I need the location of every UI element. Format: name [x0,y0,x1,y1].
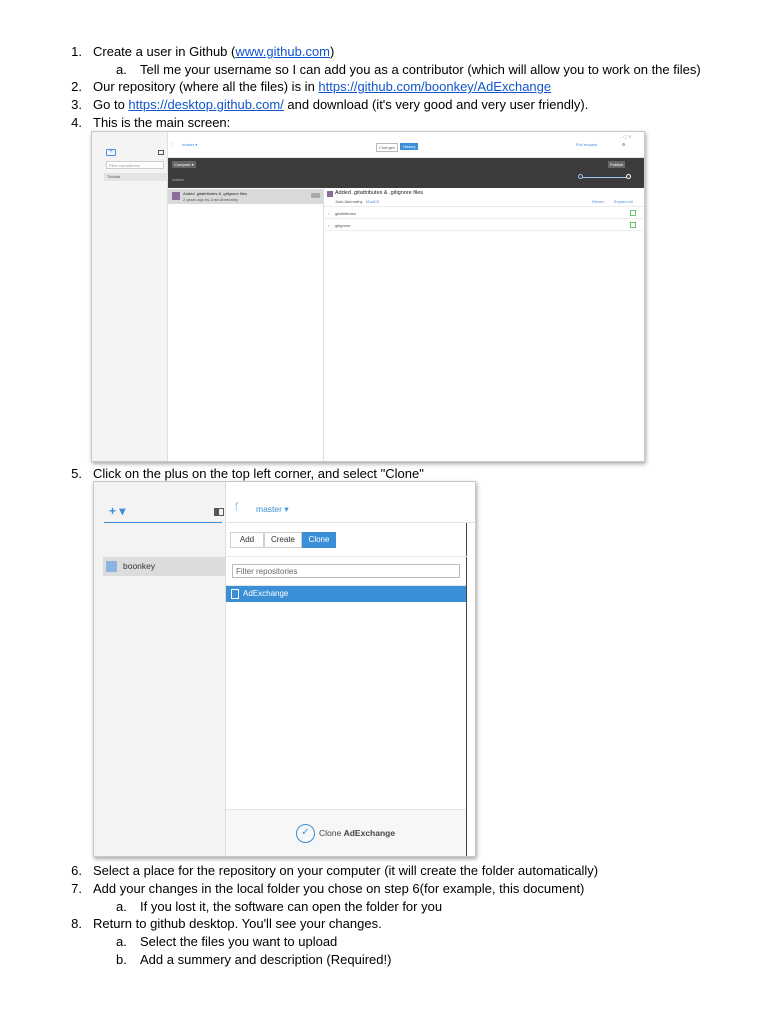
detail-author: Josh Abernathy [335,199,363,204]
file-name: .gitattributes [334,211,356,216]
main-screen-screenshot [91,131,645,462]
timeline-end-handle[interactable] [626,174,631,179]
compare-dropdown[interactable]: Compare ▾ [174,162,194,167]
commit-meta: 2 years ago by Josh Abernathy [183,197,238,202]
step-text [93,79,551,95]
step-text: Return to github desktop. You'll see your changes. [93,916,382,931]
github-link[interactable]: www.github.com [235,44,331,59]
step-letter: a. [116,62,127,77]
step-text: If you lost it, the software can open the folder for you [140,899,443,914]
step-number: 8. [71,916,82,931]
tab-create[interactable]: Create [264,532,302,548]
step-text: Add your changes in the local folder you chose on step 6(for example, this document) [93,881,585,896]
step-text-pre: Create a user in Github ( [93,44,236,59]
publish-button[interactable]: Publish [610,162,624,167]
timeline-start-handle[interactable] [578,174,583,179]
filter-placeholder: Filter repositories [236,567,298,576]
account-item-boonkey[interactable] [103,557,225,576]
avatar [327,191,333,197]
file-row[interactable] [324,220,644,231]
gear-icon[interactable]: ⚙ [622,142,626,147]
step-text-pre: Go to [93,97,129,112]
step-text [93,44,334,60]
tab-add[interactable]: Add [230,532,264,548]
step-number: 4. [71,115,82,130]
commit-row[interactable] [168,189,323,204]
step-letter: b. [116,952,127,967]
step-number: 6. [71,863,82,878]
branch-selector[interactable]: master ▾ [256,504,289,514]
step-letter: a. [116,899,127,914]
repository-item[interactable] [104,173,168,181]
changes-toggle[interactable]: Changes [376,143,398,152]
repository-item-label: Tutorial [107,174,121,179]
filter-repositories-input[interactable] [232,564,460,578]
repository-sidebar [92,132,168,462]
clone-footer [226,809,466,857]
file-row[interactable] [324,208,644,219]
toolbar [168,132,644,158]
clone-button-repo: AdExchange [343,828,396,838]
added-file-icon [630,210,636,216]
repository-sidebar [94,482,226,857]
compare-branch-label: master [172,177,185,182]
step-text: Select the files you want to upload [140,934,338,949]
avatar [172,192,180,200]
filter-placeholder: Filter repositories [109,163,140,168]
step-number: 7. [71,881,82,896]
clone-button-prefix: Clone [319,828,342,838]
step-text: Add a summery and description (Required!) [140,952,392,967]
pull-request-button[interactable]: Pull request [576,142,598,147]
repository-icon [231,589,239,599]
sidebar-toggle-icon[interactable] [158,150,164,155]
add-repository-icon[interactable]: + [106,149,116,156]
chevron-right-icon: › [328,211,330,216]
step-text-pre: Our repository (where all the files) is in [93,79,319,94]
repository-label: AdExchange [243,589,289,598]
branch-icon[interactable]: ᚴ [234,502,240,513]
checkmark-icon[interactable]: ✓ [296,824,315,843]
step-text-post: ) [330,44,335,59]
compare-bar [168,158,644,188]
repository-link[interactable]: https://github.com/boonkey/AdExchange [318,79,552,94]
step-number: 1. [71,44,82,59]
clone-button[interactable] [319,828,395,838]
step-number: 3. [71,97,82,112]
detail-title: Added .gitattributes & .gitignore files [335,190,424,196]
account-label: boonkey [123,561,156,571]
toolbar [226,482,475,523]
clone-screenshot [93,481,476,857]
step-letter: a. [116,934,127,949]
step-text [93,97,588,113]
step-text: Select a place for the repository on your computer (it will create the folder automatically) [93,863,599,878]
branch-selector[interactable]: master ▾ [182,142,198,147]
add-plus-button[interactable]: + ▾ [109,504,126,518]
step-number: 2. [71,79,82,94]
step-number: 5. [71,466,82,481]
commit-badge [311,193,320,198]
chevron-right-icon: › [328,223,330,228]
organization-icon [106,561,117,572]
commit-title: Added .gitattributes & .gitignore files [183,191,248,196]
tab-clone[interactable]: Clone [302,532,336,548]
timeline-slider[interactable] [580,177,630,178]
branch-icon[interactable]: ᚴ [172,142,175,147]
detail-sha[interactable]: f2ad12f [366,199,380,204]
file-name: .gitignore [334,223,351,228]
step-text-post: and download (it's very good and very user friendly). [283,97,589,112]
expand-all-button[interactable]: Expand all [614,199,633,204]
added-file-icon [630,222,636,228]
sidebar-toggle-icon[interactable] [214,508,224,516]
revert-button[interactable]: Revert [592,199,604,204]
window-controls[interactable]: – ▢ ✕ [620,134,632,139]
step-text: Tell me your username so I can add you as a contributor (which will allow you to work on the files) [140,62,701,77]
history-toggle[interactable]: History [400,143,418,150]
step-text: This is the main screen: [93,115,231,130]
add-repository-panel [226,523,467,857]
desktop-download-link[interactable]: https://desktop.github.com/ [128,97,284,112]
commit-list [168,188,324,461]
step-text: Click on the plus on the top left corner, and select "Clone" [93,466,424,481]
filter-repositories-field[interactable] [106,161,164,169]
repository-item-adexchange[interactable] [226,586,466,602]
commit-detail [324,188,644,461]
